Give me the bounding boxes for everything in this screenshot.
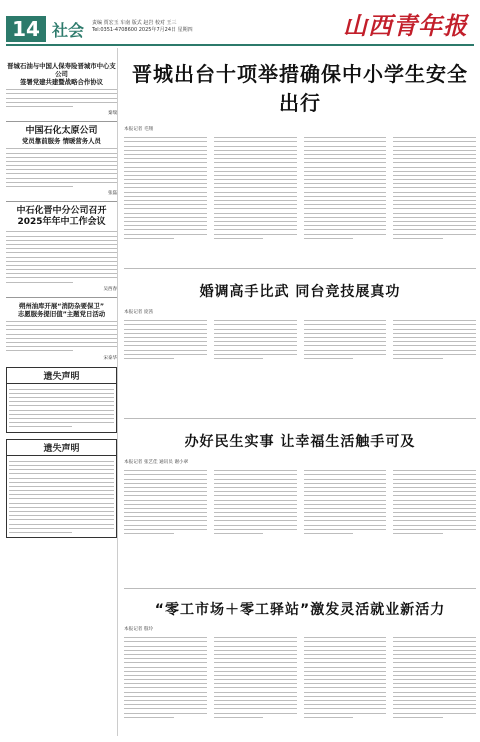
article-3-byline: 本报记者 张艺佳 通讯员 谢小翠 (124, 460, 189, 465)
article-2-body (124, 317, 476, 362)
left-article-3 (6, 206, 117, 292)
left-article-2-title: 中国石化太原公司 (25, 126, 98, 137)
left-article-1-title: 晋城石油与中国人保寿险晋城市中心支公司 (7, 62, 116, 78)
left-article-4-title2: 志愿服务提旧值”主题党日活动 (17, 309, 106, 318)
main-article-byline: 本报记者 毛翔 (124, 127, 154, 132)
article-3-title: 办好民生实事 让幸福生活触手可及 (184, 434, 416, 450)
notice-box-1-body (7, 384, 116, 432)
article-2 (124, 268, 476, 362)
page-header (0, 0, 480, 44)
left-article-3-body (6, 231, 117, 282)
article-3-body (124, 467, 476, 537)
notice-box-1-title: 遗失声明 (7, 368, 116, 384)
left-article-1-author: 秦瑞 (108, 111, 117, 117)
left-article-3-title2: 2025年年中工作会议 (17, 217, 106, 228)
section-name: 社会 (52, 21, 85, 40)
article-3 (124, 418, 476, 537)
notice-box-2 (6, 439, 117, 539)
article-4-body (124, 634, 476, 721)
left-article-2-body (6, 148, 117, 187)
article-4-title: “零工市场＋零工驿站”激发灵活就业新活力 (154, 602, 446, 618)
notice-box-1 (6, 367, 117, 433)
left-article-1 (6, 62, 117, 116)
main-article-title: 晋城出台十项举措确保中小学生安全出行 (132, 62, 468, 115)
left-column (6, 48, 118, 736)
article-2-byline: 本报记者 庞茜 (124, 310, 154, 315)
main-article-body (124, 134, 476, 242)
header-rule (6, 44, 474, 46)
main-article (124, 48, 476, 242)
left-article-1-body (6, 89, 117, 107)
editor-meta (92, 20, 252, 34)
left-article-4-body (6, 321, 117, 351)
notice-box-2-title: 遗失声明 (7, 440, 116, 456)
newspaper-logo: 山西青年报 (343, 11, 468, 40)
left-article-4 (6, 302, 117, 361)
article-2-title: 婚调高手比武 同台竞技展真功 (199, 284, 401, 300)
editor-line: 责编 贾宏玉 车南 版式 赵岩 校对 王三 (92, 20, 177, 26)
notice-box-2-body (7, 456, 116, 538)
article-4-byline: 本报记者 殷玲 (124, 627, 154, 632)
contact-date-line: Tel:0351-4708600 2025年7月24日 星期四 (92, 27, 193, 33)
left-article-1-title2: 签署党建共建暨战略合作协议 (19, 78, 104, 86)
left-article-4-author: 宋泰华 (103, 355, 117, 361)
left-article-2 (6, 126, 117, 196)
left-article-3-author: 吴西春 (103, 286, 117, 292)
page-number: 14 (6, 16, 46, 42)
left-article-2-author: 张磊 (108, 191, 117, 197)
left-article-2-title2: 党员靠前服务 情暖营务人员 (22, 137, 101, 146)
left-article-4-title: 朔州油库开展“消防杂要保卫” (18, 301, 105, 310)
article-4 (124, 588, 476, 721)
left-article-3-title: 中石化晋中分公司召开 (16, 206, 107, 217)
